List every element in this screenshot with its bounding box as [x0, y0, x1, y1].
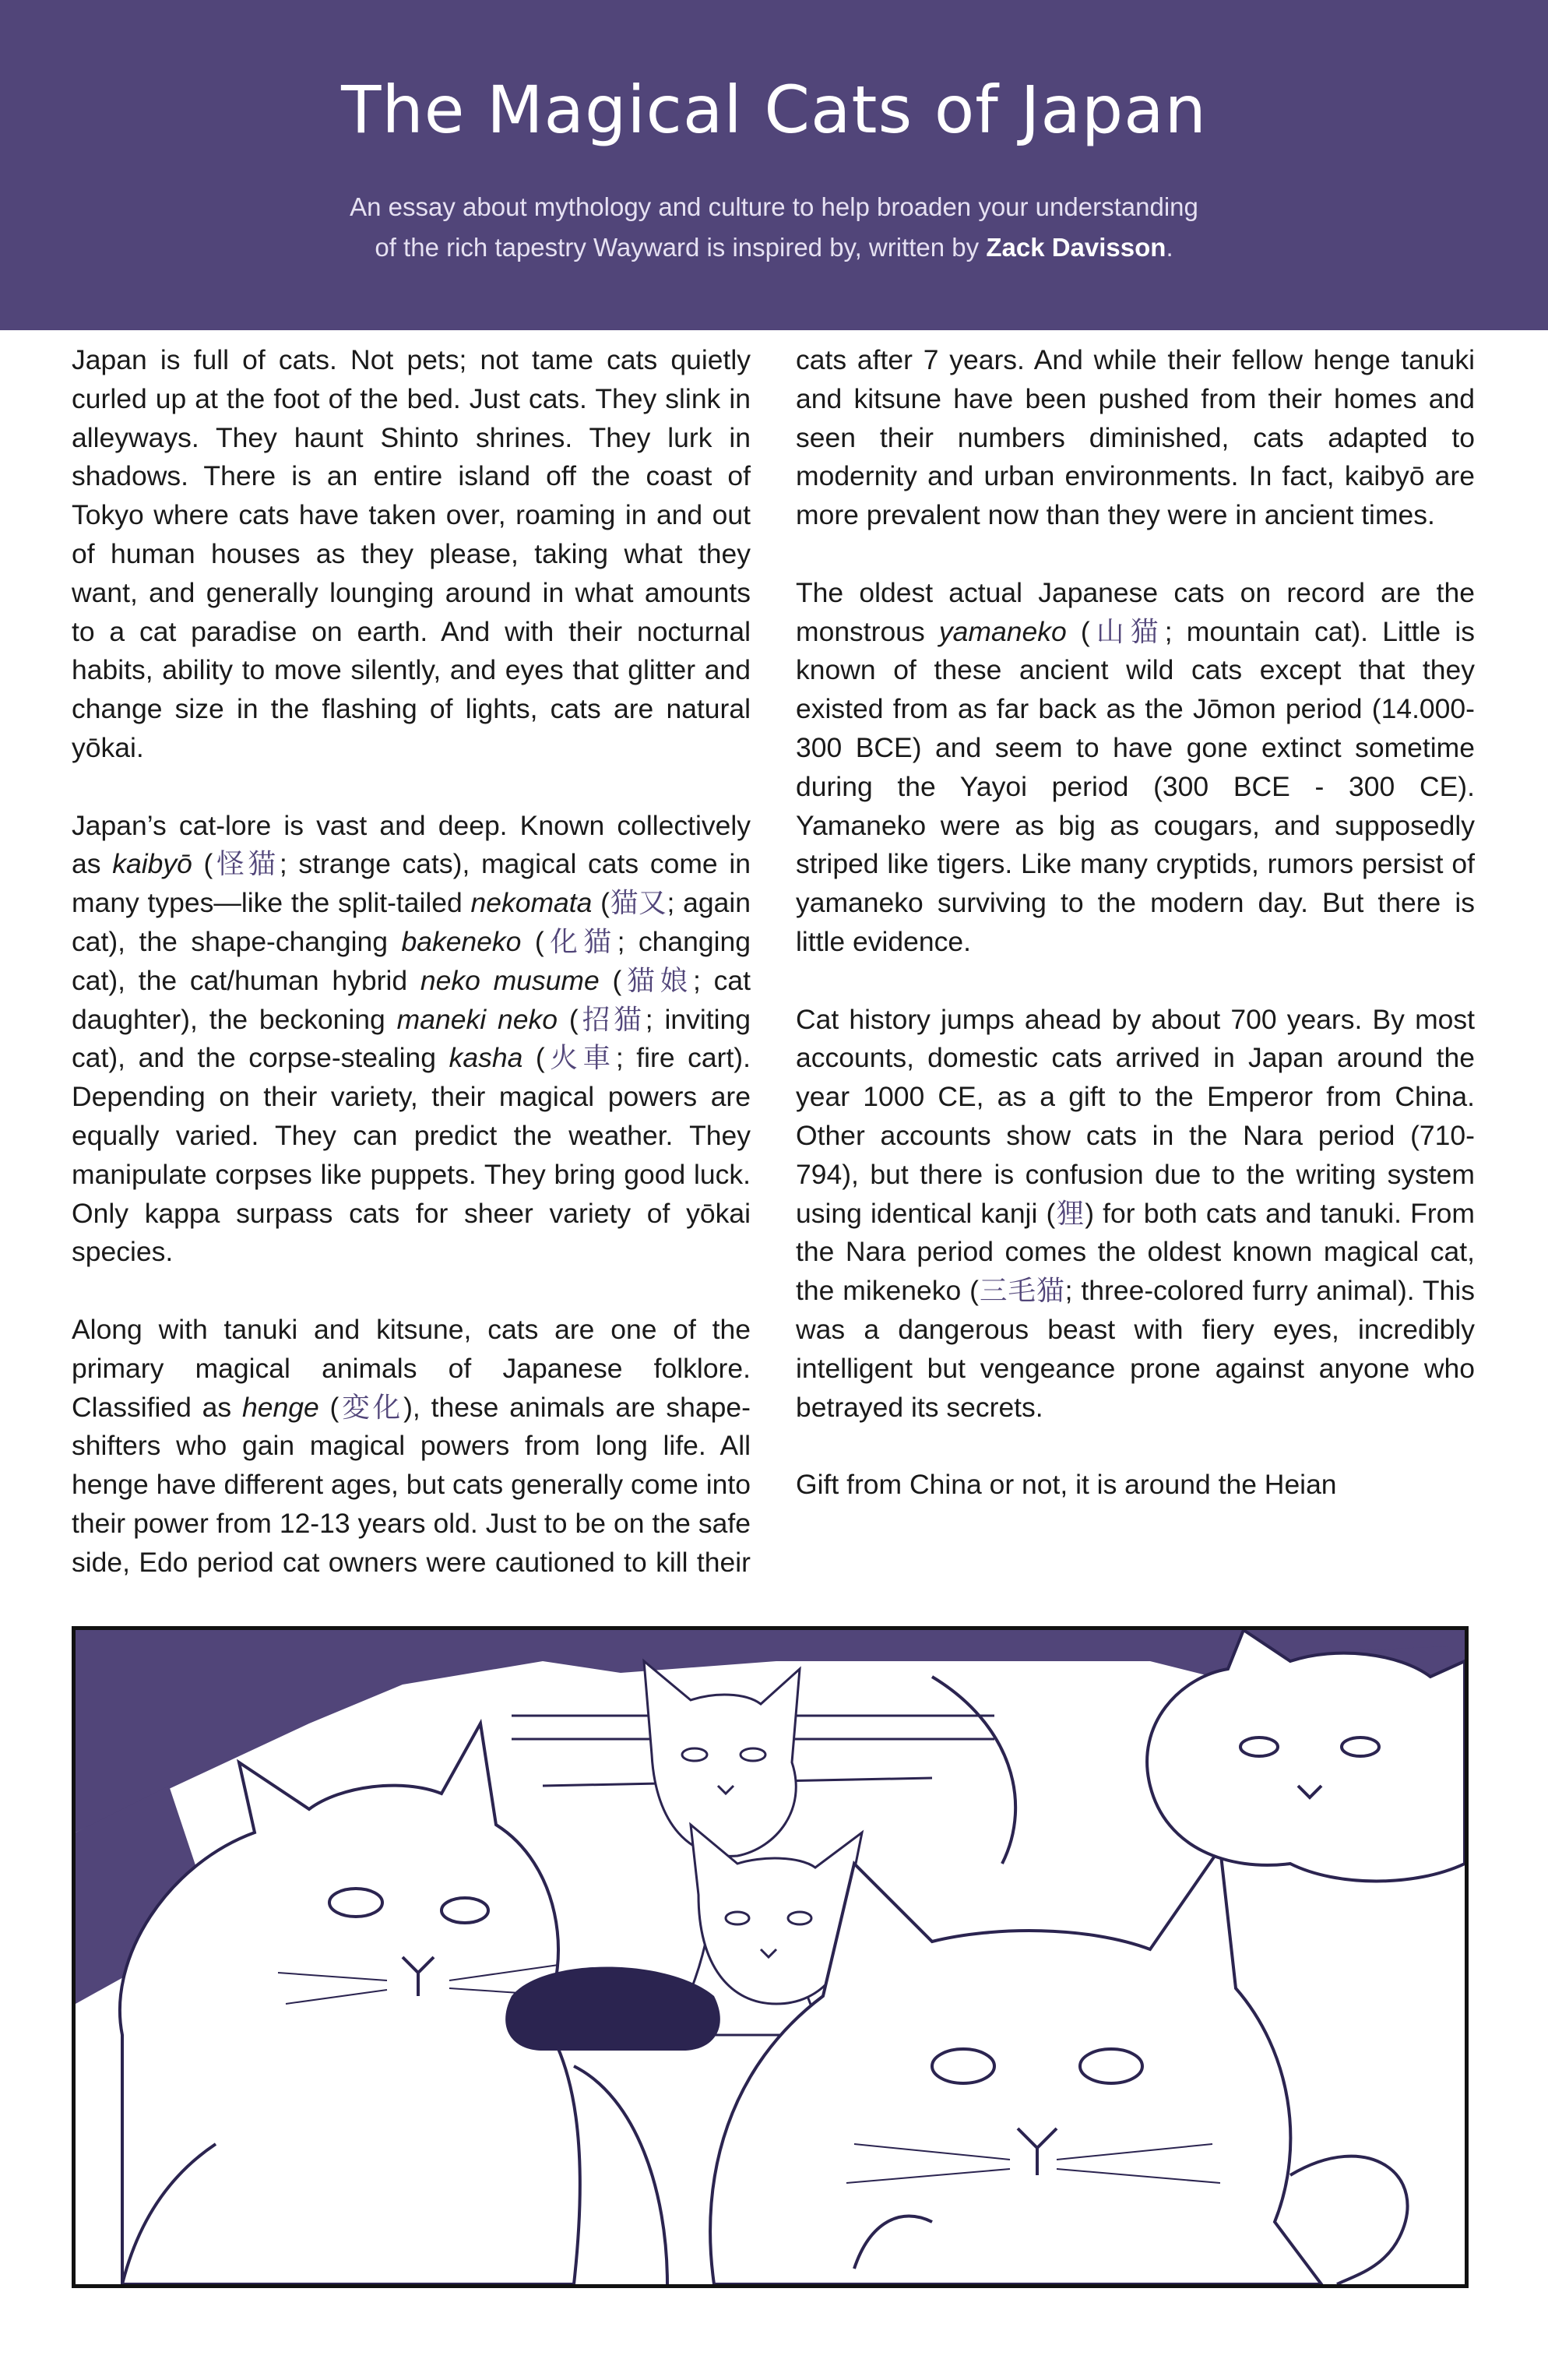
- text-run: ; changing cat), the cat/human hybrid: [72, 925, 751, 996]
- text-run: ; inviting cat), and the corpse-stealing: [72, 1003, 751, 1074]
- kanji-nekomata: 猫又: [609, 887, 667, 919]
- text-run: (: [599, 964, 622, 996]
- paragraph-6: Gift from China or not, it is around the Heian: [796, 1469, 1337, 1501]
- cats-illustration-panel: [72, 1626, 1469, 2288]
- title-banner: [0, 0, 1548, 330]
- paragraph-1: Japan is full of cats. Not pets; not tame cats quietly curled up at the foot of the bed. Just cats. They slink in alleyways. They haunt Shinto shrines. They lurk in shadows. There is an entire island off the coast of Tokyo where cats have taken over, roaming in and out of human houses as they please, taking what they want, and generally lounging around in what amounts to a cat paradise on earth. And with their nocturnal habits, ability to move silently, and eyes that glitter and change size in the flashing of lights, cats are natural yōkai.: [72, 344, 751, 763]
- text-run: Japan’s cat-lore is vast and deep. Known collectively as: [72, 809, 751, 880]
- paragraph-3-continued: cats after 7 years. And while their fellow henge tanuki and kitsune have been pushed from their homes and seen their numbers diminished, cats adapted to modernity and urban environments. In fact, kaibyō are more prevalent now than they were in ancient times.: [796, 344, 1475, 531]
- text-run: ; three-colored furry animal). This was a dangerous beast with fiery eyes, incredibly intelligent but vengeance prone against anyone who betrayed its secrets.: [796, 1275, 1475, 1423]
- term-yamaneko: yamaneko: [938, 615, 1067, 647]
- text-run: (: [521, 925, 544, 957]
- kanji-henge: 変化: [339, 1391, 404, 1423]
- text-run: (: [557, 1003, 579, 1035]
- article-column-right: [796, 341, 1475, 1544]
- text-run: Cat history jumps ahead by about 700 years. By most accounts, domestic cats arrived in Japan around the year 1000 CE, as a gift to the Emperor from China. Other accounts show cats in the Nara period (710-794), but there is confusion due to the writing system using identical kanji (: [796, 1003, 1475, 1229]
- term-henge: henge: [241, 1391, 319, 1423]
- article-column-left: [72, 341, 751, 1583]
- text-run: ) for both cats and tanuki. From the Nara period comes the oldest known magical cat, the mikeneko (: [796, 1197, 1475, 1307]
- text-run: Along with tanuki and kitsune, cats are one of the primary magical animals of Japanese folklore. Classified as: [72, 1313, 751, 1423]
- kanji-yamaneko: 山猫: [1089, 615, 1165, 647]
- author-name: Zack Davisson: [986, 233, 1166, 262]
- column-flow: [796, 341, 1475, 535]
- page-title: The Magical Cats of Japan: [341, 72, 1207, 148]
- text-run: (: [522, 1042, 545, 1074]
- text-run: ; strange cats), magical cats come in many types—like the split-tailed: [72, 848, 751, 919]
- text-run: (: [1066, 615, 1090, 647]
- kanji-mikeneko: 三毛猫: [978, 1275, 1065, 1307]
- term-nekomata: nekomata: [470, 887, 593, 919]
- cats-illustration: [76, 1630, 1465, 2284]
- paragraph-5: [796, 1001, 1475, 1428]
- text-run: ), these animals are shape-shifters who gain magical powers from long life. All henge have different ages, but cats generally come into their power from 12-13 years old. Just to be on the safe side, Edo period cat owners were cautioned to kill their: [72, 1391, 751, 1578]
- text-run: (: [192, 848, 213, 880]
- term-bakeneko: bakeneko: [401, 925, 522, 957]
- text-run: (: [592, 887, 610, 919]
- text-run: ; mountain cat). Little is known of these ancient wild cats except that they existed from as far back as the Jōmon period (14.000-300 BCE) and seem to have gone extinct sometime during the Yayoi period (300 BCE - 300 CE). Yamaneko were as big as cougars, and supposedly striped like tigers. Like many cryptids, rumors persist of yamaneko surviving to the modern day. But there is little evidence.: [796, 615, 1475, 957]
- page-subtitle: [0, 187, 1548, 268]
- term-neko-musume: neko musume: [420, 964, 600, 996]
- kanji-maneki-neko: 招猫: [578, 1003, 646, 1035]
- subtitle-line-1: An essay about mythology and culture to help broaden your understanding: [350, 192, 1198, 221]
- text-run: ; cat daughter), the beckoning: [72, 964, 751, 1035]
- kanji-bakeneko: 化猫: [544, 925, 617, 957]
- paragraph-3: [72, 1311, 751, 1583]
- term-kaibyo: kaibyō: [112, 848, 192, 880]
- kanji-kaibyo: 怪猫: [213, 848, 280, 880]
- kanji-tanuki-cat: 狸: [1055, 1197, 1085, 1229]
- term-kasha: kasha: [449, 1042, 523, 1074]
- text-run: (: [318, 1391, 340, 1423]
- paragraph-2: [72, 807, 751, 1273]
- term-maneki-neko: maneki neko: [396, 1003, 558, 1035]
- text-run: ; again cat), the shape-changing: [72, 887, 751, 957]
- kanji-kasha: 火車: [544, 1042, 616, 1074]
- subtitle-end: .: [1166, 233, 1173, 262]
- subtitle-line-2: of the rich tapestry Wayward is inspired by, written by: [375, 233, 987, 262]
- kanji-neko-musume: 猫娘: [621, 964, 693, 996]
- text-run: ; fire cart). Depending on their variety, their magical powers are equally varied. They can predict the weather. They manipulate corpses like puppets. They bring good luck. Only kappa surpass cats for sheer variety of yōkai species.: [72, 1042, 751, 1268]
- text-run: The oldest actual Japanese cats on record are the monstrous: [796, 576, 1475, 647]
- paragraph-4: [796, 574, 1475, 962]
